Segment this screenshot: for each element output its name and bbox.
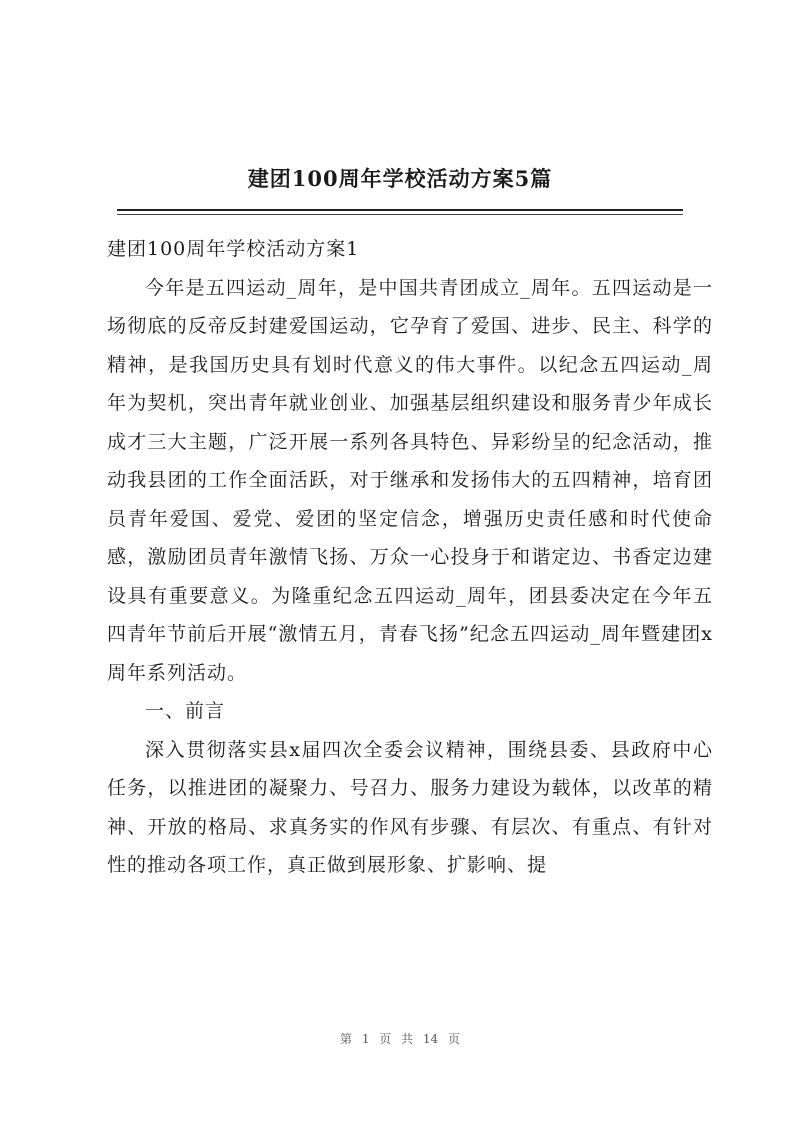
paragraph-intro: 今年是五四运动_周年，是中国共青团成立_周年。五四运动是一场彻底的反帝反封建爱国运动，它孕育了爱国、进步、民主、科学的精神，是我国历史具有划时代意义的伟大事件。以纪念五四运动_周年为契机，突出青年就业创业、加强基层组织建设和服务青少年成长成才三大主题，广泛开展一系列各具特色、异彩纷呈的纪念活动，推动我县团的工作全面活跃，对于继承和发扬伟大的五四精神，培育团员青年爱国、爱党、爱团的坚定信念，增强历史责任感和时代使命感，激励团员青年激情飞扬、万众一心投身于和谐定边、书香定边建设具有重要意义。为隆重纪念五四运动_周年，团县委决定在今年五四青年节前后开展“激情五月，青春飞扬”纪念五四运动_周年暨建团x周年系列活动。 (107, 276, 713, 684)
document-body (107, 230, 713, 885)
title-divider-thick (117, 209, 683, 211)
section-heading: 建团100周年学校活动方案1 (107, 238, 360, 260)
paragraph-heading-preface: 一、前言 (145, 700, 226, 722)
document-title: 建团100周年学校活动方案5篇 (247, 166, 553, 191)
page-footer: 第 1 页 共 14 页 (340, 1032, 460, 1046)
paragraph-preface: 深入贯彻落实县x届四次全委会议精神，围绕县委、县政府中心任务，以推进团的凝聚力、号召力、服务力建设为载体，以改革的精神、开放的格局、求真务实的作风有步骤、有层次、有重点、有针对性的推动各项工作，真正做到展形象、扩影响、提 (107, 738, 713, 876)
title-divider-thin (117, 214, 683, 215)
